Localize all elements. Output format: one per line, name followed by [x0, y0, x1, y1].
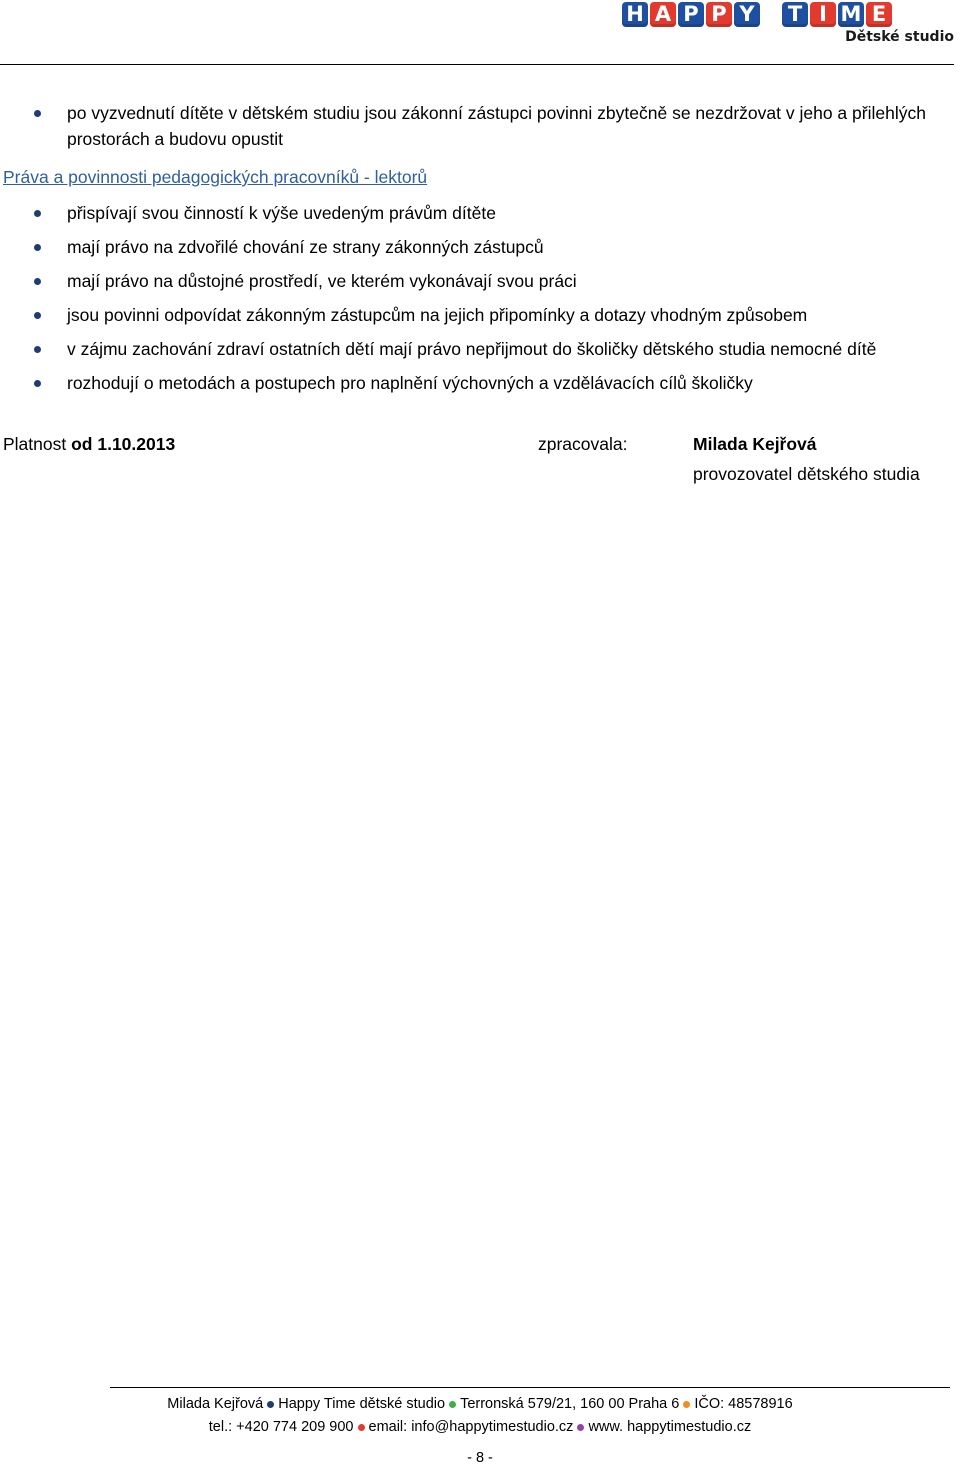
list-item — [0, 200, 960, 226]
list-item-text: mají právo na zdvořilé chování ze strany zákonných zástupců — [67, 237, 544, 257]
logo-letter-tile: E — [866, 2, 892, 27]
logo-letter-tile: P — [706, 2, 732, 27]
separator-dot-icon — [267, 1401, 274, 1408]
author-name: Milada Kejřová — [693, 434, 817, 454]
bullet-icon — [34, 244, 41, 251]
list-item-text: mají právo na důstojné prostředí, ve kterém vykonávají svou práci — [67, 271, 577, 291]
validity-date: od 1.10.2013 — [71, 434, 176, 454]
separator-dot-icon — [683, 1401, 690, 1408]
list-item — [0, 302, 960, 328]
bullet-icon — [34, 312, 41, 319]
list-item-text: rozhodují o metodách a postupech pro naplnění výchovných a vzdělávacích cílů školičky — [67, 373, 753, 393]
bullet-icon — [34, 380, 41, 387]
bullet-icon — [34, 346, 41, 353]
separator-dot-icon — [449, 1401, 456, 1408]
page-number: - 8 - — [467, 1450, 493, 1466]
bullet-icon — [34, 278, 41, 285]
rights-duties-list — [0, 200, 960, 396]
list-item-text: přispívají svou činností k výše uvedeným právům dítěte — [67, 203, 496, 223]
logo-letter-tile: H — [622, 2, 648, 27]
header-divider — [0, 64, 954, 65]
signature-block — [0, 434, 960, 504]
footer-contact-item: email: info@happytimestudio.cz — [368, 1419, 574, 1435]
footer-contact-item: tel.: +420 774 209 900 — [208, 1419, 354, 1435]
footer-contact-line-2 — [0, 1415, 960, 1439]
logo-subtitle: Dětské studio — [845, 29, 954, 45]
prepared-label: zpracovala: — [538, 434, 628, 454]
list-item — [0, 234, 960, 260]
list-item-text: v zájmu zachování zdraví ostatních dětí mají právo nepřijmout do školičky dětského studia nemocné dítě — [67, 339, 877, 359]
footer-contact-line-1 — [0, 1392, 960, 1416]
footer-contact-item: IČO: 48578916 — [694, 1396, 793, 1412]
logo-letter-tile: I — [810, 2, 836, 27]
footer-contact-item: Happy Time dětské studio — [278, 1396, 446, 1412]
list-item — [0, 268, 960, 294]
footer-contact-item: www. happytimestudio.cz — [588, 1419, 752, 1435]
list-item — [0, 370, 960, 396]
footer-divider — [110, 1387, 950, 1388]
document-body — [0, 100, 960, 504]
logo-letter-tile: M — [838, 2, 864, 27]
logo-letter-tile: P — [678, 2, 704, 27]
logo-letter-tile: T — [782, 2, 808, 27]
author-role: provozovatel dětského studia — [693, 464, 920, 484]
intro-list — [0, 100, 960, 152]
list-item — [0, 336, 960, 362]
bullet-icon — [34, 110, 41, 117]
bullet-icon — [34, 210, 41, 217]
list-item — [0, 100, 960, 152]
happy-time-logo — [622, 2, 954, 46]
logo-letter-tile: A — [650, 2, 676, 27]
separator-dot-icon — [358, 1424, 365, 1431]
logo-letter-tile: Y — [734, 2, 760, 27]
validity-text — [3, 434, 175, 455]
logo-tiles — [622, 2, 954, 27]
footer-contact-item: Milada Kejřová — [167, 1396, 264, 1412]
validity-label: Platnost — [3, 434, 72, 454]
list-item-text: jsou povinni odpovídat zákonným zástupcům na jejich připomínky a dotazy vhodným způsobem — [67, 305, 808, 325]
list-item-text: po vyzvednutí dítěte v dětském studiu jsou zákonní zástupci povinni zbytečně se nezdržovat v jeho a přilehlých prostorách a budovu opustit — [67, 103, 926, 149]
separator-dot-icon — [577, 1424, 584, 1431]
footer-contact-item: Terronská 579/21, 160 00 Praha 6 — [460, 1396, 680, 1412]
section-heading: Práva a povinnosti pedagogických pracovníků - lektorů — [3, 167, 428, 187]
